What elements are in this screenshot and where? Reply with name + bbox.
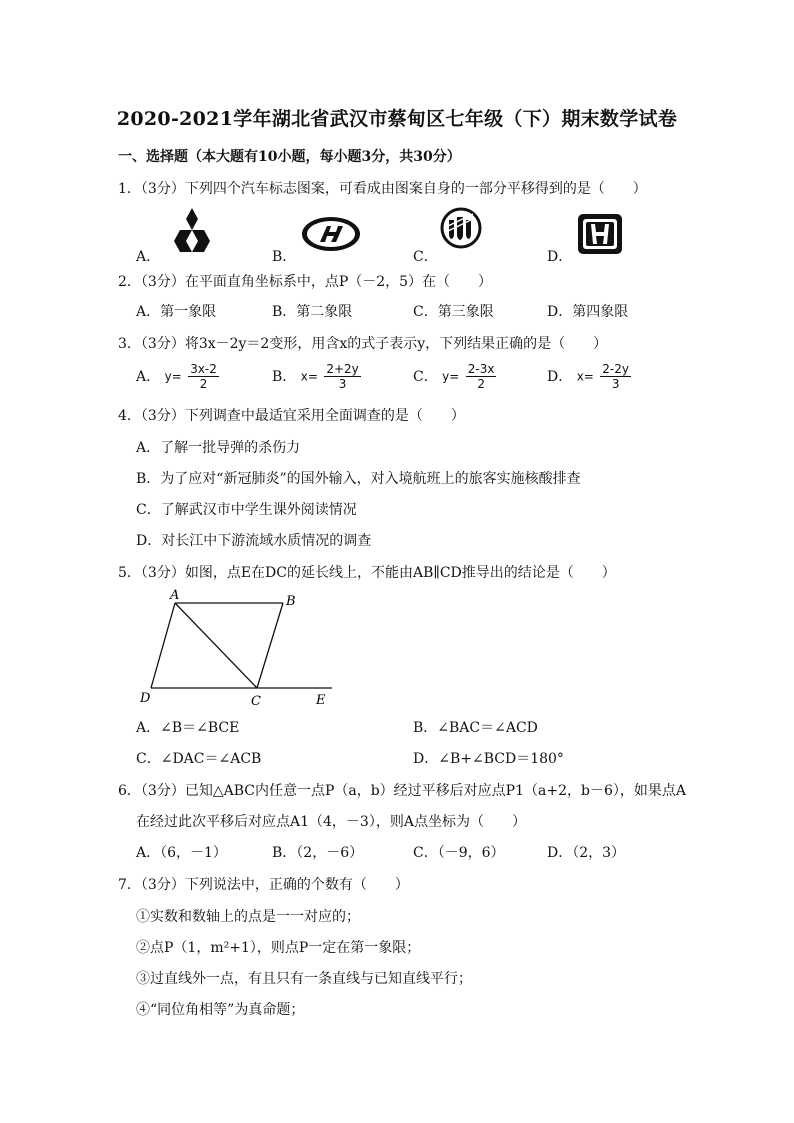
q5-option-a: A．∠B＝∠BCE bbox=[136, 720, 240, 736]
page-title: 2020-2021学年湖北省武汉市蔡甸区七年级（下）期末数学试卷 bbox=[116, 108, 678, 130]
question-3-stem: 3．（3分）将3x－2y＝2变形，用含x的式子表示y，下列结果正确的是（ ） bbox=[118, 336, 608, 352]
segment-ad bbox=[151, 603, 175, 688]
q3-option-c-fraction bbox=[466, 362, 497, 391]
q4-option-a: A．了解一批导弹的杀伤力 bbox=[136, 440, 301, 456]
label-d: D bbox=[140, 691, 151, 706]
q6-option-c: C．（－9，6） bbox=[413, 845, 505, 861]
q3-option-c-label: C． bbox=[413, 368, 438, 385]
question-5-stem: 5．（3分）如图，点E在DC的延长线上，不能由AB∥CD推导出的结论是（ ） bbox=[118, 565, 616, 581]
question-1-stem: 1．（3分）下列四个汽车标志图案，可看成由图案自身的一部分平移得到的是（ ） bbox=[118, 181, 647, 197]
q6-option-d: D．（2，3） bbox=[547, 845, 626, 861]
q2-option-b: B．第二象限 bbox=[272, 304, 353, 320]
question-2-stem: 2．（3分）在平面直角坐标系中，点P（－2，5）在（ ） bbox=[118, 274, 493, 290]
q3-option-d-lhs: x= bbox=[576, 369, 594, 384]
q5-option-d: D．∠B+∠BCD＝180° bbox=[413, 751, 564, 767]
fraction-denominator: 2 bbox=[199, 377, 208, 391]
honda-logo-icon bbox=[576, 212, 624, 256]
q5-option-b: B．∠BAC＝∠ACD bbox=[413, 720, 538, 736]
q3-option-b-fraction bbox=[324, 362, 360, 391]
label-b: B bbox=[286, 594, 296, 609]
section-heading: 一、选择题（本大题有10小题，每小题3分，共30分） bbox=[118, 149, 461, 165]
q2-option-d: D．第四象限 bbox=[547, 304, 629, 320]
q3-option-b bbox=[272, 362, 361, 391]
q3-option-d-fraction bbox=[600, 362, 631, 391]
fraction-numerator: 2+2y bbox=[326, 362, 359, 376]
fraction-denominator: 3 bbox=[338, 377, 347, 391]
q3-option-d bbox=[547, 362, 631, 391]
question-6-stem-line1: 6．（3分）已知△ABC内任意一点P（a，b）经过平移后对应点P1（a+2，b－6），如果点A bbox=[118, 783, 686, 799]
q6-option-a: A．（6，－1） bbox=[136, 845, 227, 861]
question-4-stem: 4．（3分）下列调查中最适宜采用全面调查的是（ ） bbox=[118, 408, 465, 424]
fraction-numerator: 3x-2 bbox=[190, 362, 217, 376]
hyundai-logo-icon bbox=[300, 214, 362, 254]
q3-option-a bbox=[136, 362, 219, 391]
q7-statement-2: ②点P（1，m²+1），则点P一定在第一象限； bbox=[136, 940, 421, 956]
q4-option-b: B．为了应对“新冠肺炎”的国外输入，对入境航班上的旅客实施核酸排查 bbox=[136, 471, 581, 487]
q1-option-d: D． bbox=[547, 249, 573, 265]
q1-option-a: A． bbox=[136, 249, 161, 265]
parallelogram-figure bbox=[130, 585, 350, 715]
q4-option-c: C．了解武汉市中学生课外阅读情况 bbox=[136, 502, 357, 518]
fraction-numerator: 2-2y bbox=[602, 362, 629, 376]
label-a: A bbox=[170, 588, 180, 603]
q3-option-a-label: A． bbox=[136, 368, 161, 385]
q1-option-c: C． bbox=[413, 249, 438, 265]
fraction-numerator: 2-3x bbox=[467, 362, 495, 376]
question-7-stem: 7．（3分）下列说法中，正确的个数有（ ） bbox=[118, 877, 409, 893]
q6-option-b: B．（2，－6） bbox=[272, 845, 364, 861]
segment-bc bbox=[257, 603, 283, 688]
q7-statement-4: ④“同位角相等”为真命题； bbox=[136, 1002, 305, 1018]
q3-option-c bbox=[413, 362, 496, 391]
q5-option-c: C．∠DAC＝∠ACB bbox=[136, 751, 262, 767]
q7-statement-1: ①实数和数轴上的点是一一对应的； bbox=[136, 909, 360, 925]
q1-option-b: B． bbox=[272, 249, 297, 265]
fraction-denominator: 2 bbox=[477, 377, 485, 391]
q2-option-c: C．第三象限 bbox=[413, 304, 494, 320]
fraction-denominator: 3 bbox=[611, 377, 620, 391]
segment-ac bbox=[175, 603, 257, 688]
q2-option-a: A．第一象限 bbox=[136, 304, 217, 320]
question-6-stem-line2: 在经过此次平移后对应点A1（4，－3），则A点坐标为（ ） bbox=[136, 814, 526, 830]
label-c: C bbox=[251, 694, 261, 709]
q7-statement-3: ③过直线外一点，有且只有一条直线与已知直线平行； bbox=[136, 971, 472, 987]
mitsubishi-logo-icon bbox=[164, 206, 220, 254]
label-e: E bbox=[316, 693, 326, 708]
q3-option-d-label: D． bbox=[547, 368, 573, 385]
q3-option-a-fraction bbox=[188, 362, 219, 391]
q3-option-a-lhs: y= bbox=[164, 369, 182, 384]
q4-option-d: D．对长江中下游流域水质情况的调查 bbox=[136, 533, 372, 549]
q3-option-c-lhs: y= bbox=[442, 369, 460, 384]
buick-logo-icon bbox=[440, 204, 482, 252]
q3-option-b-lhs: x= bbox=[300, 369, 318, 384]
q3-option-b-label: B． bbox=[272, 368, 297, 385]
